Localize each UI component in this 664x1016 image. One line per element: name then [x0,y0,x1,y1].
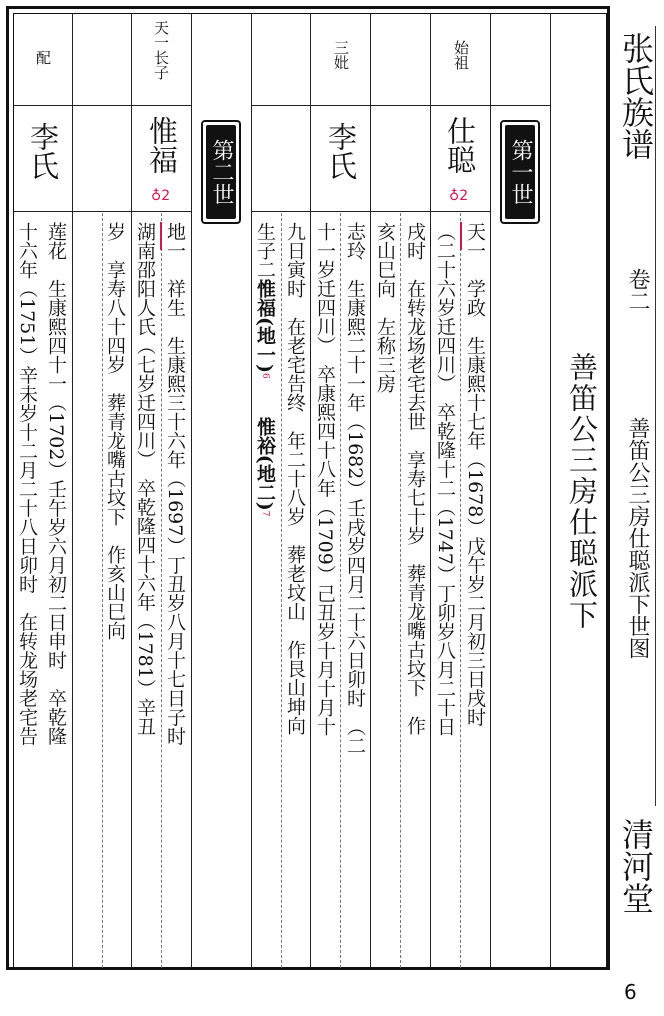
lineage-mark [460,222,462,250]
column-rule [550,13,551,968]
child-ref: 7 [260,510,270,517]
text-column-separator [340,213,341,968]
header-weifu: 天一长子 [152,20,170,80]
bio-column: 十六年（1751）辛未岁十二月二十八日卯时 在转龙场老宅告 [16,222,38,746]
person-name-weifu-wife: 李氏 [26,122,60,180]
text-column-separator [161,213,162,968]
bio-column: 岁 享寿八十四岁 葬青龙嘴古坟下 作亥山巳向 [104,222,126,640]
branch-title: 善笛公三房仕聪派下 [565,352,599,631]
header-shicong: 始祖 [452,40,470,70]
header-rule [251,105,550,106]
bio-column: 地一 祥生 生康熙三十六年（1697）丁丑岁八月十七日子时 [164,222,186,746]
child-link-weiyu[interactable]: 惟裕(地二) [254,416,276,511]
name-rule [13,211,191,212]
generation-badge-label: 第一世 [505,125,535,219]
book-title: 张氏族谱 [617,32,655,160]
column-rule [251,13,252,968]
bio-column: 志玲 生康熙二十一年（1682）壬戌岁四月二十六日卯时 （二 [344,222,366,755]
text-column-separator [281,213,282,968]
column-rule [310,13,311,968]
volume-label: 卷二 [625,268,650,312]
generation-badge-1 [500,120,540,224]
child-ref: 6 [260,372,270,379]
bio-column: 亥山巳向 左称三房 [374,222,396,393]
column-rule [191,13,192,968]
bio-column: （二十六岁迁四川） 卒乾隆十二（1747）丁卯岁八月二十日 [434,222,456,736]
hall-name: 清河堂 [617,818,655,914]
generation-badge-2 [201,120,241,224]
page-number: 6 [624,980,637,1004]
column-rule [430,13,431,968]
generation-badge-label: 第二世 [206,125,236,219]
person-name-shicong: 仕聪 [443,116,477,174]
generation-mark-weifu: ♁2 [151,188,171,204]
bio-column: 十一岁迁四川） 卒康熙四十八年（1709）己丑岁十月十月十 [314,222,336,736]
person-name-shicong-wife: 李氏 [324,122,358,180]
bio-column: 九日寅时 在老宅告终 年二十八岁 葬老坟山 作艮山坤向 [284,222,306,735]
bio-column: 湖南邵阳人氏（七岁迁四川） 卒乾隆四十六年（1781）辛丑 [134,222,156,736]
header-shicong-wife: 三妣 [332,40,350,70]
children-prefix: 生子二 [254,222,276,279]
column-rule [72,13,73,968]
text-column-separator [400,213,401,968]
header-weifu-wife: 配 [34,50,52,65]
lineage-mark [160,222,162,250]
bio-column: 戌时 在转龙场老宅去世 享寿七十岁 葬青龙嘴古坟下 作 [404,222,426,735]
header-rule [13,105,191,106]
column-rule [131,13,132,968]
text-column-separator [460,213,461,968]
spine-rule [655,26,656,806]
bio-column: 天一 学政 生康熙十七年（1678）戊午岁二月初三日戌时 [464,222,486,727]
chart-title: 善笛公三房仕聪派下世图 [625,417,650,659]
child-link-weifu[interactable]: 惟福(地一) [254,279,276,373]
generation-mark-shicong: ♁2 [449,188,469,204]
name-rule [251,211,490,212]
bio-column: 莲花 生康熙四十一（1702）壬午岁六月初二日申时 卒乾隆 [45,222,67,746]
person-name-weifu: 惟福 [145,116,179,174]
column-rule [490,13,491,968]
column-rule [370,13,371,968]
children-column [253,222,277,516]
